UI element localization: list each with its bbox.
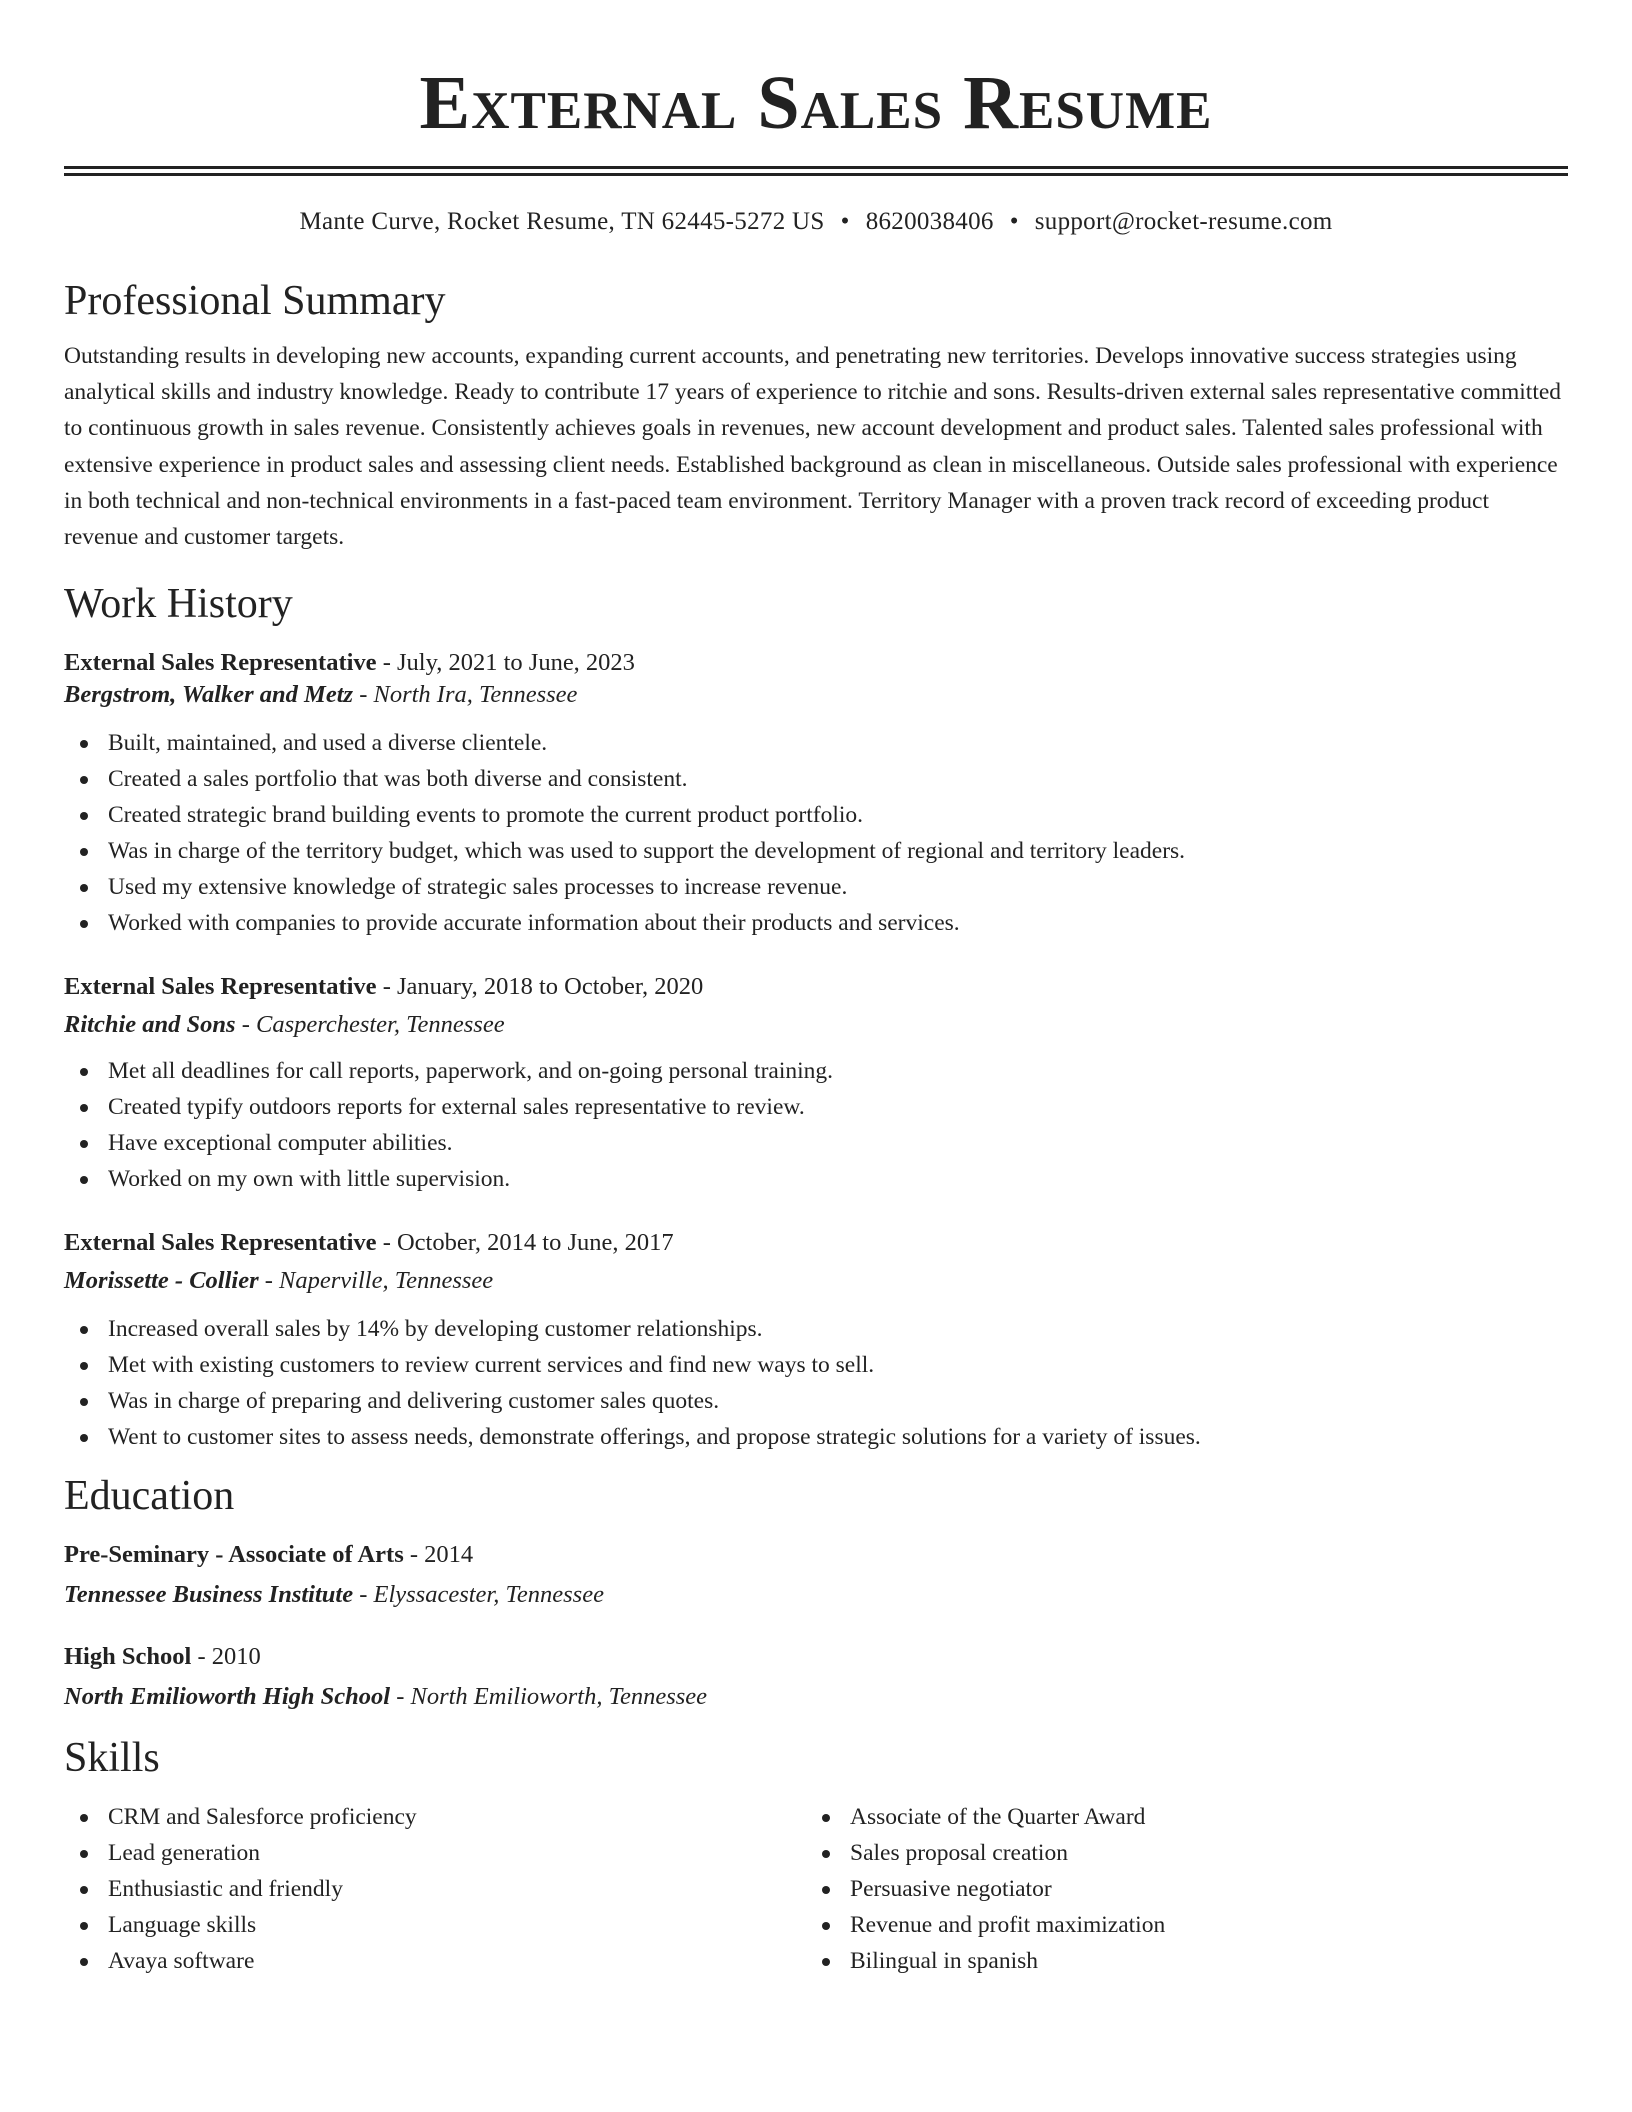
job-dates: - October, 2014 to June, 2017 bbox=[376, 1229, 674, 1257]
contact-separator: • bbox=[1009, 208, 1019, 235]
job-duties-list bbox=[64, 725, 1568, 941]
resume-title: External Sales Resume bbox=[419, 61, 1213, 145]
job-company: Morissette - Collier bbox=[64, 1267, 259, 1295]
contact-line bbox=[64, 206, 1568, 238]
list-item: Met all deadlines for call reports, paperwork, and on-going personal training. bbox=[64, 1053, 1568, 1089]
job-title-line bbox=[64, 1227, 1568, 1259]
contact-phone: 8620038406 bbox=[865, 208, 994, 235]
education-school-line bbox=[64, 1579, 1568, 1611]
skill-item: Associate of the Quarter Award bbox=[806, 1799, 1548, 1835]
education-heading: Education bbox=[64, 1473, 235, 1520]
list-item: Built, maintained, and used a diverse clientele. bbox=[64, 725, 1568, 761]
job-company-line bbox=[64, 679, 1568, 711]
list-item: Increased overall sales by 14% by developing customer relationships. bbox=[64, 1311, 1568, 1347]
job-company: Ritchie and Sons bbox=[64, 1011, 236, 1039]
skill-item: Bilingual in spanish bbox=[806, 1943, 1548, 1979]
education-year: - 2014 bbox=[403, 1541, 474, 1569]
education-school: North Emilioworth High School bbox=[64, 1683, 391, 1711]
skills-list-right bbox=[806, 1799, 1548, 1979]
skill-item: CRM and Salesforce proficiency bbox=[64, 1799, 806, 1835]
list-item: Worked with companies to provide accurate information about their products and services. bbox=[64, 905, 1568, 941]
job-title-line bbox=[64, 971, 1568, 1003]
skills-heading: Skills bbox=[64, 1735, 160, 1782]
list-item: Created typify outdoors reports for external sales representative to review. bbox=[64, 1089, 1568, 1125]
job-company-line bbox=[64, 1265, 1568, 1297]
job-title-line bbox=[64, 647, 1568, 679]
skills-list-left bbox=[64, 1799, 806, 1979]
job-dates: - January, 2018 to October, 2020 bbox=[376, 973, 704, 1001]
job-entry bbox=[64, 647, 1568, 941]
skill-item: Avaya software bbox=[64, 1943, 806, 1979]
job-location: - Naperville, Tennessee bbox=[258, 1267, 494, 1295]
job-company: Bergstrom, Walker and Metz bbox=[64, 681, 354, 709]
education-school-line bbox=[64, 1681, 1568, 1713]
job-entry bbox=[64, 1227, 1568, 1455]
summary-heading: Professional Summary bbox=[64, 278, 446, 324]
list-item: Have exceptional computer abilities. bbox=[64, 1125, 1568, 1161]
contact-separator: • bbox=[840, 208, 850, 235]
list-item: Was in charge of the territory budget, which was used to support the development of regional and territory leaders. bbox=[64, 833, 1568, 869]
education-location: - Elyssacester, Tennessee bbox=[353, 1581, 604, 1609]
skill-item: Persuasive negotiator bbox=[806, 1871, 1548, 1907]
title-divider bbox=[64, 166, 1568, 176]
education-degree: High School bbox=[64, 1643, 192, 1671]
job-entry bbox=[64, 971, 1568, 1197]
skills-columns bbox=[64, 1799, 1568, 1979]
contact-address: Mante Curve, Rocket Resume, TN 62445-5272 US bbox=[299, 208, 825, 235]
job-location: - Casperchester, Tennessee bbox=[235, 1011, 505, 1039]
education-entry bbox=[64, 1641, 1568, 1713]
job-location: - North Ira, Tennessee bbox=[353, 681, 578, 709]
skill-item: Sales proposal creation bbox=[806, 1835, 1548, 1871]
job-title: External Sales Representative bbox=[64, 973, 377, 1001]
education-location: - North Emilioworth, Tennessee bbox=[390, 1683, 708, 1711]
list-item: Worked on my own with little supervision. bbox=[64, 1161, 1568, 1197]
job-title: External Sales Representative bbox=[64, 649, 377, 677]
education-entry bbox=[64, 1539, 1568, 1611]
education-degree: Pre-Seminary - Associate of Arts bbox=[64, 1541, 404, 1569]
skill-item: Revenue and profit maximization bbox=[806, 1907, 1548, 1943]
list-item: Used my extensive knowledge of strategic sales processes to increase revenue. bbox=[64, 869, 1568, 905]
education-school: Tennessee Business Institute bbox=[64, 1581, 354, 1609]
job-duties-list bbox=[64, 1311, 1568, 1455]
job-duties-list bbox=[64, 1053, 1568, 1197]
skill-item: Enthusiastic and friendly bbox=[64, 1871, 806, 1907]
education-degree-line bbox=[64, 1539, 1568, 1571]
list-item: Was in charge of preparing and delivering customer sales quotes. bbox=[64, 1383, 1568, 1419]
job-title: External Sales Representative bbox=[64, 1229, 377, 1257]
summary-text: Outstanding results in developing new accounts, expanding current accounts, and penetrating new territories. Develops innovative success strategies using analytical skills and industry knowledge. Ready to contribute 17 years of experience to ritchie and sons. Results-driven external sales representative committed to continuous growth in sales revenue. Consistently achieves goals in revenues, new account development and product sales. Talented sales professional with extensive experience in product sales and assessing client needs. Established background as clean in miscellaneous. Outside sales professional with experience in both technical and non-technical environments in a fast-paced team environment. Territory Manager with a proven track record of exceeding product revenue and customer targets. bbox=[64, 343, 1562, 551]
list-item: Went to customer sites to assess needs, demonstrate offerings, and propose strategic solutions for a variety of issues. bbox=[64, 1419, 1568, 1455]
work-history-heading: Work History bbox=[64, 581, 293, 628]
job-dates: - July, 2021 to June, 2023 bbox=[376, 649, 635, 677]
job-company-line bbox=[64, 1009, 1568, 1041]
education-degree-line bbox=[64, 1641, 1568, 1673]
education-year: - 2010 bbox=[191, 1643, 261, 1671]
list-item: Created strategic brand building events to promote the current product portfolio. bbox=[64, 797, 1568, 833]
skill-item: Language skills bbox=[64, 1907, 806, 1943]
list-item: Created a sales portfolio that was both diverse and consistent. bbox=[64, 761, 1568, 797]
contact-email: support@rocket-resume.com bbox=[1034, 208, 1333, 235]
skill-item: Lead generation bbox=[64, 1835, 806, 1871]
list-item: Met with existing customers to review current services and find new ways to sell. bbox=[64, 1347, 1568, 1383]
